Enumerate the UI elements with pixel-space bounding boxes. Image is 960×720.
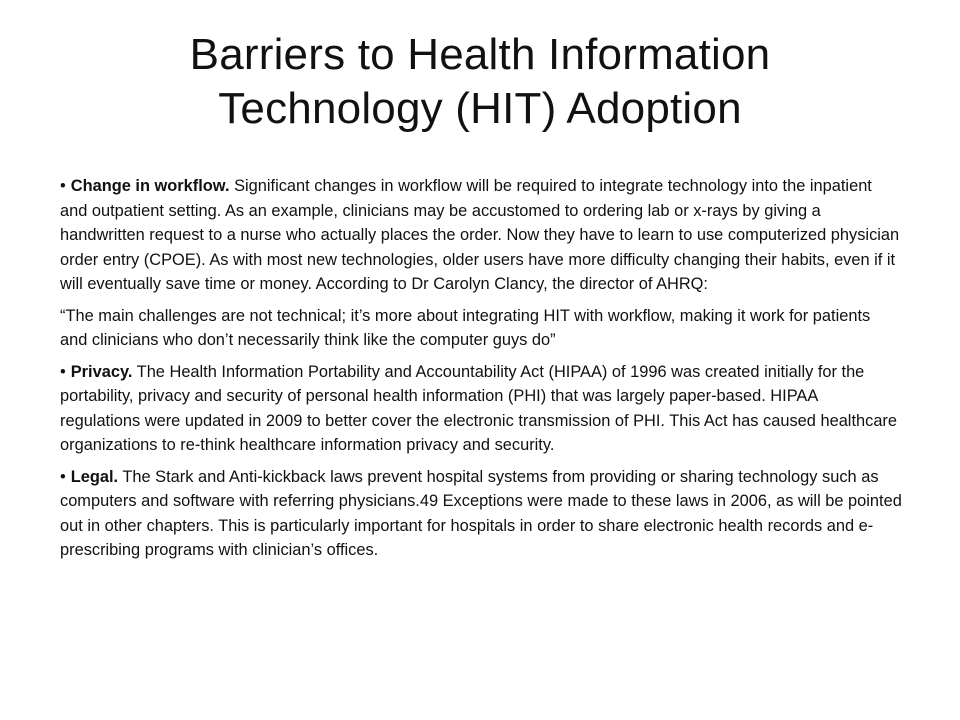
paragraph-lead: Privacy.: [70, 362, 133, 381]
paragraph-text: The Stark and Anti-kickback laws prevent hospital systems from providing or sharing technology such as computers and software with referring physicians.49 Exceptions were made to these laws in 2006, as will be pointed out in other chapters. This is particularly important for hospitals in order to share electronic health records and e-prescribing programs with clinician’s offices.: [60, 467, 902, 559]
quote-text: “The main challenges are not technical; it’s more about integrating HIT with workflow, making it work for patients and clinicians who don’t necessarily think like the computer guys do”: [60, 306, 871, 349]
paragraph-privacy: [60, 360, 902, 458]
paragraph-lead: Legal.: [70, 467, 119, 486]
slide-title-line-2: Technology (HIT) Adoption: [218, 84, 742, 133]
quote-paragraph: [60, 304, 902, 353]
paragraph-text: The Health Information Portability and Accountability Act (HIPAA) of 1996 was created initially for the portability, privacy and security of personal health information (PHI) that was largely paper-based. HIPAA regulations were updated in 2009 to better cover the electronic transmission of PHI. This Act has caused healthcare organizations to re-think healthcare information privacy and security.: [60, 362, 898, 454]
slide-title: [60, 28, 900, 136]
paragraph-legal: [60, 465, 902, 563]
paragraph-lead: Change in workflow.: [70, 177, 230, 195]
bullet-icon: •: [60, 467, 66, 486]
slide-body: [60, 174, 902, 570]
slide-title-line-1: Barriers to Health Information: [189, 30, 771, 79]
paragraph-text: Significant changes in workflow will be required to integrate technology into the inpatient and outpatient setting. As an example, clinicians may be accustomed to ordering lab or x-rays by giving a handwritten request to a nurse who actually places the order. Now they have to learn to use computerized physician order entry (CPOE). As with most new technologies, older users have more difficulty changing their habits, even if it will eventually save time or money. According to Dr Carolyn Clancy, the director of AHRQ:: [60, 177, 900, 293]
bullet-icon: •: [60, 362, 66, 381]
paragraph-change-in-workflow: [60, 174, 902, 297]
bullet-icon: •: [60, 177, 66, 195]
